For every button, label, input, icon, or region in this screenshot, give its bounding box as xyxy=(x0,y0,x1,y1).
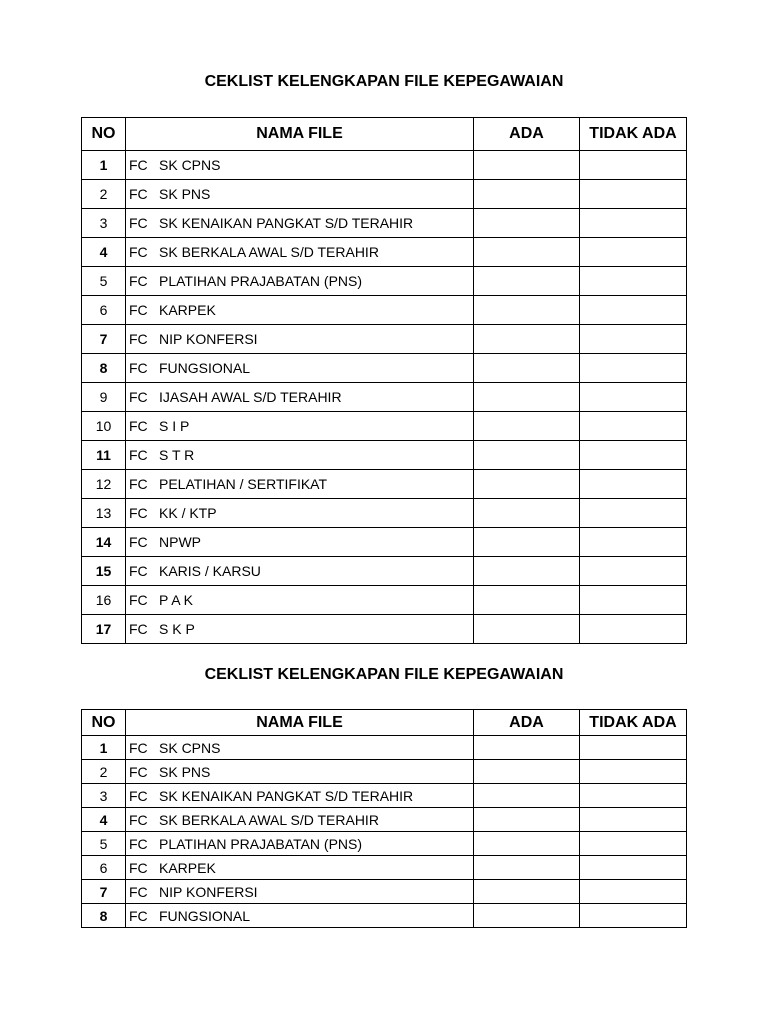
ada-checkbox-cell[interactable] xyxy=(474,736,580,760)
ada-checkbox-cell[interactable] xyxy=(474,267,580,296)
file-name-cell xyxy=(126,412,474,441)
file-name: PLATIHAN PRAJABATAN (PNS) xyxy=(159,835,363,852)
file-name-cell xyxy=(126,784,474,808)
file-prefix: FC xyxy=(129,883,148,900)
table-row xyxy=(82,354,687,383)
tidak-ada-checkbox-cell[interactable] xyxy=(580,470,687,499)
ada-checkbox-cell[interactable] xyxy=(474,180,580,209)
file-prefix: FC xyxy=(129,331,148,347)
file-prefix: FC xyxy=(129,418,148,434)
table-row xyxy=(82,151,687,180)
row-number: 6 xyxy=(82,296,126,325)
table-row xyxy=(82,557,687,586)
header-no: NO xyxy=(82,118,126,151)
row-number: 11 xyxy=(82,441,126,470)
tidak-ada-checkbox-cell[interactable] xyxy=(580,412,687,441)
table-row xyxy=(82,296,687,325)
tidak-ada-checkbox-cell[interactable] xyxy=(580,760,687,784)
tidak-ada-checkbox-cell[interactable] xyxy=(580,296,687,325)
checklist-table xyxy=(81,709,687,928)
row-number: 3 xyxy=(82,209,126,238)
file-prefix: FC xyxy=(129,302,148,318)
file-name-cell xyxy=(126,904,474,928)
ada-checkbox-cell[interactable] xyxy=(474,238,580,267)
file-prefix: FC xyxy=(129,360,148,376)
row-number: 6 xyxy=(82,856,126,880)
table-header-row xyxy=(82,118,687,151)
row-number: 9 xyxy=(82,383,126,412)
file-prefix: FC xyxy=(129,592,148,608)
row-number: 3 xyxy=(82,784,126,808)
file-name: KARPEK xyxy=(159,302,216,318)
file-name: PLATIHAN PRAJABATAN (PNS) xyxy=(159,273,363,289)
table-row xyxy=(82,856,687,880)
table-row xyxy=(82,528,687,557)
row-number: 10 xyxy=(82,412,126,441)
file-name: NPWP xyxy=(159,534,201,550)
file-name-cell xyxy=(126,760,474,784)
tidak-ada-checkbox-cell[interactable] xyxy=(580,557,687,586)
checklist-title: CEKLIST KELENGKAPAN FILE KEPEGAWAIAN xyxy=(204,666,564,683)
table-row xyxy=(82,615,687,644)
ada-checkbox-cell[interactable] xyxy=(474,325,580,354)
table-row xyxy=(82,880,687,904)
tidak-ada-checkbox-cell[interactable] xyxy=(580,325,687,354)
table-row xyxy=(82,325,687,354)
file-name-cell xyxy=(126,470,474,499)
file-name-cell xyxy=(126,209,474,238)
row-number: 14 xyxy=(82,528,126,557)
tidak-ada-checkbox-cell[interactable] xyxy=(580,615,687,644)
table-row xyxy=(82,238,687,267)
file-prefix: FC xyxy=(129,563,148,579)
file-prefix: FC xyxy=(129,787,148,804)
tidak-ada-checkbox-cell[interactable] xyxy=(580,238,687,267)
tidak-ada-checkbox-cell[interactable] xyxy=(580,808,687,832)
row-number: 13 xyxy=(82,499,126,528)
row-number: 1 xyxy=(82,151,126,180)
row-number: 5 xyxy=(82,267,126,296)
ada-checkbox-cell[interactable] xyxy=(474,412,580,441)
file-prefix: FC xyxy=(129,215,148,231)
table-row xyxy=(82,808,687,832)
header-nama-file: NAMA FILE xyxy=(126,710,474,736)
file-name-cell xyxy=(126,267,474,296)
file-name: SK BERKALA AWAL S/D TERAHIR xyxy=(159,244,379,260)
table-row xyxy=(82,441,687,470)
checklist-title: CEKLIST KELENGKAPAN FILE KEPEGAWAIAN xyxy=(204,73,564,90)
ada-checkbox-cell[interactable] xyxy=(474,557,580,586)
file-name-cell xyxy=(126,586,474,615)
row-number: 7 xyxy=(82,325,126,354)
file-name: S K P xyxy=(159,621,195,637)
file-prefix: FC xyxy=(129,739,148,756)
ada-checkbox-cell[interactable] xyxy=(474,904,580,928)
tidak-ada-checkbox-cell[interactable] xyxy=(580,209,687,238)
row-number: 7 xyxy=(82,880,126,904)
table-row xyxy=(82,470,687,499)
ada-checkbox-cell[interactable] xyxy=(474,615,580,644)
file-name-cell xyxy=(126,296,474,325)
header-tidak-ada: TIDAK ADA xyxy=(580,710,687,736)
ada-checkbox-cell[interactable] xyxy=(474,499,580,528)
row-number: 4 xyxy=(82,238,126,267)
file-prefix: FC xyxy=(129,476,148,492)
file-prefix: FC xyxy=(129,505,148,521)
table-row xyxy=(82,760,687,784)
file-name-cell xyxy=(126,557,474,586)
ada-checkbox-cell[interactable] xyxy=(474,760,580,784)
tidak-ada-checkbox-cell[interactable] xyxy=(580,904,687,928)
file-name: FUNGSIONAL xyxy=(159,360,251,376)
file-name: SK PNS xyxy=(159,186,211,202)
file-name: SK BERKALA AWAL S/D TERAHIR xyxy=(159,811,379,828)
tidak-ada-checkbox-cell[interactable] xyxy=(580,151,687,180)
table-row xyxy=(82,736,687,760)
file-name: S T R xyxy=(159,447,195,463)
tidak-ada-checkbox-cell[interactable] xyxy=(580,586,687,615)
ada-checkbox-cell[interactable] xyxy=(474,151,580,180)
row-number: 1 xyxy=(82,736,126,760)
row-number: 15 xyxy=(82,557,126,586)
file-prefix: FC xyxy=(129,534,148,550)
ada-checkbox-cell[interactable] xyxy=(474,880,580,904)
ada-checkbox-cell[interactable] xyxy=(474,586,580,615)
ada-checkbox-cell[interactable] xyxy=(474,296,580,325)
tidak-ada-checkbox-cell[interactable] xyxy=(580,832,687,856)
table-row xyxy=(82,784,687,808)
row-number: 2 xyxy=(82,180,126,209)
table-row xyxy=(82,904,687,928)
file-name-cell xyxy=(126,499,474,528)
tidak-ada-checkbox-cell[interactable] xyxy=(580,736,687,760)
tidak-ada-checkbox-cell[interactable] xyxy=(580,499,687,528)
file-prefix: FC xyxy=(129,907,148,924)
table-header-row xyxy=(82,710,687,736)
row-number: 8 xyxy=(82,904,126,928)
file-name-cell xyxy=(126,383,474,412)
file-name-cell xyxy=(126,528,474,557)
ada-checkbox-cell[interactable] xyxy=(474,470,580,499)
ada-checkbox-cell[interactable] xyxy=(474,383,580,412)
file-name: SK CPNS xyxy=(159,739,221,756)
file-name: KARIS / KARSU xyxy=(159,563,261,579)
file-name: SK KENAIKAN PANGKAT S/D TERAHIR xyxy=(159,787,414,804)
file-prefix: FC xyxy=(129,859,148,876)
header-ada: ADA xyxy=(474,118,580,151)
file-name: SK CPNS xyxy=(159,157,221,173)
file-name-cell xyxy=(126,354,474,383)
table-row xyxy=(82,832,687,856)
ada-checkbox-cell[interactable] xyxy=(474,856,580,880)
header-no: NO xyxy=(82,710,126,736)
tidak-ada-checkbox-cell[interactable] xyxy=(580,880,687,904)
file-prefix: FC xyxy=(129,244,148,260)
file-prefix: FC xyxy=(129,157,148,173)
file-name-cell xyxy=(126,880,474,904)
file-name: KK / KTP xyxy=(159,505,217,521)
ada-checkbox-cell[interactable] xyxy=(474,832,580,856)
file-name: SK PNS xyxy=(159,763,211,780)
row-number: 2 xyxy=(82,760,126,784)
file-name: NIP KONFERSI xyxy=(159,883,258,900)
header-nama-file: NAMA FILE xyxy=(126,118,474,151)
file-name-cell xyxy=(126,180,474,209)
header-ada: ADA xyxy=(474,710,580,736)
tidak-ada-checkbox-cell[interactable] xyxy=(580,180,687,209)
file-prefix: FC xyxy=(129,389,148,405)
ada-checkbox-cell[interactable] xyxy=(474,784,580,808)
tidak-ada-checkbox-cell[interactable] xyxy=(580,441,687,470)
file-name: PELATIHAN / SERTIFIKAT xyxy=(159,476,328,492)
checklist-table xyxy=(81,117,687,644)
file-name-cell xyxy=(126,832,474,856)
row-number: 5 xyxy=(82,832,126,856)
file-prefix: FC xyxy=(129,835,148,852)
tidak-ada-checkbox-cell[interactable] xyxy=(580,856,687,880)
table-row xyxy=(82,180,687,209)
file-name: FUNGSIONAL xyxy=(159,907,251,924)
file-name-cell xyxy=(126,441,474,470)
file-name-cell xyxy=(126,325,474,354)
table-row xyxy=(82,586,687,615)
tidak-ada-checkbox-cell[interactable] xyxy=(580,354,687,383)
file-name-cell xyxy=(126,238,474,267)
file-name-cell xyxy=(126,615,474,644)
file-name: NIP KONFERSI xyxy=(159,331,258,347)
table-row xyxy=(82,209,687,238)
table-row xyxy=(82,412,687,441)
ada-checkbox-cell[interactable] xyxy=(474,441,580,470)
file-name: S I P xyxy=(159,418,190,434)
file-prefix: FC xyxy=(129,621,148,637)
file-prefix: FC xyxy=(129,447,148,463)
tidak-ada-checkbox-cell[interactable] xyxy=(580,267,687,296)
file-name-cell xyxy=(126,151,474,180)
ada-checkbox-cell[interactable] xyxy=(474,808,580,832)
file-name-cell xyxy=(126,856,474,880)
row-number: 12 xyxy=(82,470,126,499)
tidak-ada-checkbox-cell[interactable] xyxy=(580,528,687,557)
file-prefix: FC xyxy=(129,811,148,828)
file-prefix: FC xyxy=(129,273,148,289)
table-row xyxy=(82,499,687,528)
file-prefix: FC xyxy=(129,186,148,202)
tidak-ada-checkbox-cell[interactable] xyxy=(580,784,687,808)
ada-checkbox-cell[interactable] xyxy=(474,354,580,383)
file-name: SK KENAIKAN PANGKAT S/D TERAHIR xyxy=(159,215,414,231)
file-name-cell xyxy=(126,736,474,760)
row-number: 4 xyxy=(82,808,126,832)
file-name-cell xyxy=(126,808,474,832)
table-row xyxy=(82,267,687,296)
file-name: KARPEK xyxy=(159,859,216,876)
file-prefix: FC xyxy=(129,763,148,780)
ada-checkbox-cell[interactable] xyxy=(474,528,580,557)
table-row xyxy=(82,383,687,412)
file-name: IJASAH AWAL S/D TERAHIR xyxy=(159,389,342,405)
file-name: P A K xyxy=(159,592,193,608)
row-number: 17 xyxy=(82,615,126,644)
tidak-ada-checkbox-cell[interactable] xyxy=(580,383,687,412)
ada-checkbox-cell[interactable] xyxy=(474,209,580,238)
row-number: 8 xyxy=(82,354,126,383)
row-number: 16 xyxy=(82,586,126,615)
header-tidak-ada: TIDAK ADA xyxy=(580,118,687,151)
